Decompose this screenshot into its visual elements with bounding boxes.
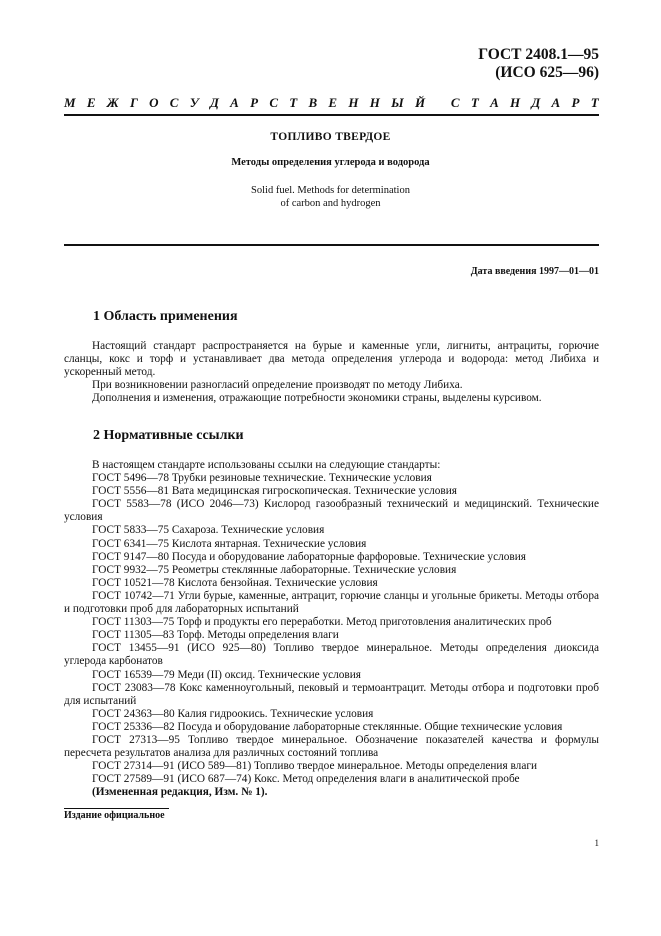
banner-letter: Е [86, 95, 96, 110]
reference-item: ГОСТ 5556—81 Вата медицинская гигроскопическая. Технические условия [92, 485, 457, 498]
standard-code [478, 46, 599, 82]
reference-item: ГОСТ 23083—78 Кокс каменноугольный, пековый и термоантрацит. Методы отбора и подготовки проб для испытаний [64, 681, 599, 707]
banner-letter: Т [590, 95, 599, 110]
section-1-paragraph: Настоящий стандарт распространяется на бурые и каменные угли, лигниты, антрациты, горючие сланцы, кокс и торф и устанавливает два метода определения углерода и водорода: метод Либиха и ускоренный метод. [64, 340, 599, 379]
banner-letter: Д [531, 95, 541, 110]
document-subtitle: Методы определения углерода и водорода [231, 157, 430, 168]
english-title-line-1: Solid fuel. Methods for determination [251, 185, 410, 196]
reference-item: ГОСТ 13455—91 (ИСО 925—80) Топливо твердое минеральное. Методы определения диоксида углерода карбонатов [64, 642, 599, 668]
banner-letter: Г [129, 95, 138, 110]
footer-rule [64, 808, 169, 809]
amendment-note: (Измененная редакция, Изм. № 1). [92, 786, 268, 799]
section-2-heading: 2 Нормативные ссылки [93, 428, 244, 443]
standard-code-gost: ГОСТ 2408.1—95 [478, 46, 599, 63]
reference-item: ГОСТ 27313—95 Топливо твердое минеральное. Обозначение показателей качества и формулы пересчета результатов анализа для различных состояний топлива [64, 733, 599, 760]
banner-letter: А [490, 95, 499, 110]
official-edition-label: Издание официальное [64, 810, 165, 821]
reference-item: ГОСТ 9932—75 Реометры стеклянные лабораторные. Технические условия [92, 563, 457, 576]
reference-item: ГОСТ 11303—75 Торф и продукты его переработки. Метод приготовления аналитических проб [92, 616, 552, 629]
section-1-body [64, 340, 599, 405]
reference-item: ГОСТ 10521—78 Кислота бензойная. Технические условия [92, 576, 378, 589]
title-rule [64, 244, 599, 246]
banner-letter: Т [289, 95, 298, 110]
banner-letter: С [269, 95, 278, 110]
reference-item: ГОСТ 24363—80 Калия гидроокись. Технические условия [92, 707, 374, 720]
section-1-paragraph: Дополнения и изменения, отражающие потребности экономики страны, выделены курсивом. [92, 392, 542, 405]
banner-letter: Д [210, 95, 219, 110]
banner-letter: А [551, 95, 561, 110]
reference-item: ГОСТ 5496—78 Трубки резиновые технические. Технические условия [92, 472, 432, 485]
reference-item: ГОСТ 5833—75 Сахароза. Технические условия [92, 524, 325, 537]
banner-letter: Е [328, 95, 338, 110]
references-intro: В настоящем стандарте использованы ссылки на следующие стандарты: [92, 459, 441, 471]
page-number: 1 [594, 838, 599, 848]
interstate-standard-banner [64, 95, 599, 111]
banner-letter: Р [571, 95, 580, 110]
reference-item: ГОСТ 27589—91 (ИСО 687—74) Кокс. Метод определения влаги в аналитической пробе [92, 773, 520, 786]
banner-letter: Н [510, 95, 521, 110]
reference-item: ГОСТ 6341—75 Кислота янтарная. Технические условия [92, 537, 367, 550]
section-1-paragraph: При возникновении разногласий определение производят по методу Либиха. [92, 379, 463, 392]
banner-letter: Ж [106, 95, 119, 110]
reference-item: ГОСТ 11305—83 Торф. Методы определения влаги [92, 629, 339, 642]
header-rule [64, 114, 599, 116]
banner-letter: Ы [391, 95, 404, 110]
banner-letter: М [64, 95, 76, 110]
english-title-line-2: of carbon and hydrogen [280, 198, 381, 209]
banner-letter: Р [250, 95, 259, 110]
banner-letter: Т [470, 95, 479, 110]
banner-letter: У [189, 95, 199, 110]
section-2-body [64, 459, 599, 799]
document-title: ТОПЛИВО ТВЕРДОЕ [270, 131, 391, 143]
banner-letter: В [308, 95, 318, 110]
reference-item: ГОСТ 25336—82 Посуда и оборудование лабораторные стеклянные. Общие технические условия [92, 720, 563, 733]
banner-letter: Н [348, 95, 359, 110]
banner-letter: Н [369, 95, 380, 110]
section-1-heading: 1 Область применения [93, 309, 238, 324]
banner-letter: Й [415, 95, 426, 110]
reference-item: ГОСТ 5583—78 (ИСО 2046—73) Кислород газообразный технический и медицинский. Технические условия [64, 498, 599, 524]
standard-code-iso: (ИСО 625—96) [495, 64, 599, 81]
banner-letter [436, 95, 439, 111]
english-title [0, 184, 661, 210]
banner-letter: А [230, 95, 239, 110]
banner-letter: С [169, 95, 179, 110]
reference-item: ГОСТ 16539—79 Меди (II) оксид. Технические условия [92, 668, 361, 681]
reference-item: ГОСТ 10742—71 Угли бурые, каменные, антрацит, горючие сланцы и угольные брикеты. Методы отбора и подготовки проб для лабораторных испытаний [64, 589, 599, 616]
reference-item: ГОСТ 27314—91 (ИСО 589—81) Топливо твердое минеральное. Методы определения влаги [92, 760, 538, 773]
reference-item: ГОСТ 9147—80 Посуда и оборудование лабораторные фарфоровые. Технические условия [92, 550, 526, 563]
banner-letter: О [149, 95, 159, 110]
introduction-date: Дата введения 1997—01—01 [470, 266, 599, 277]
banner-letter: С [450, 95, 460, 110]
